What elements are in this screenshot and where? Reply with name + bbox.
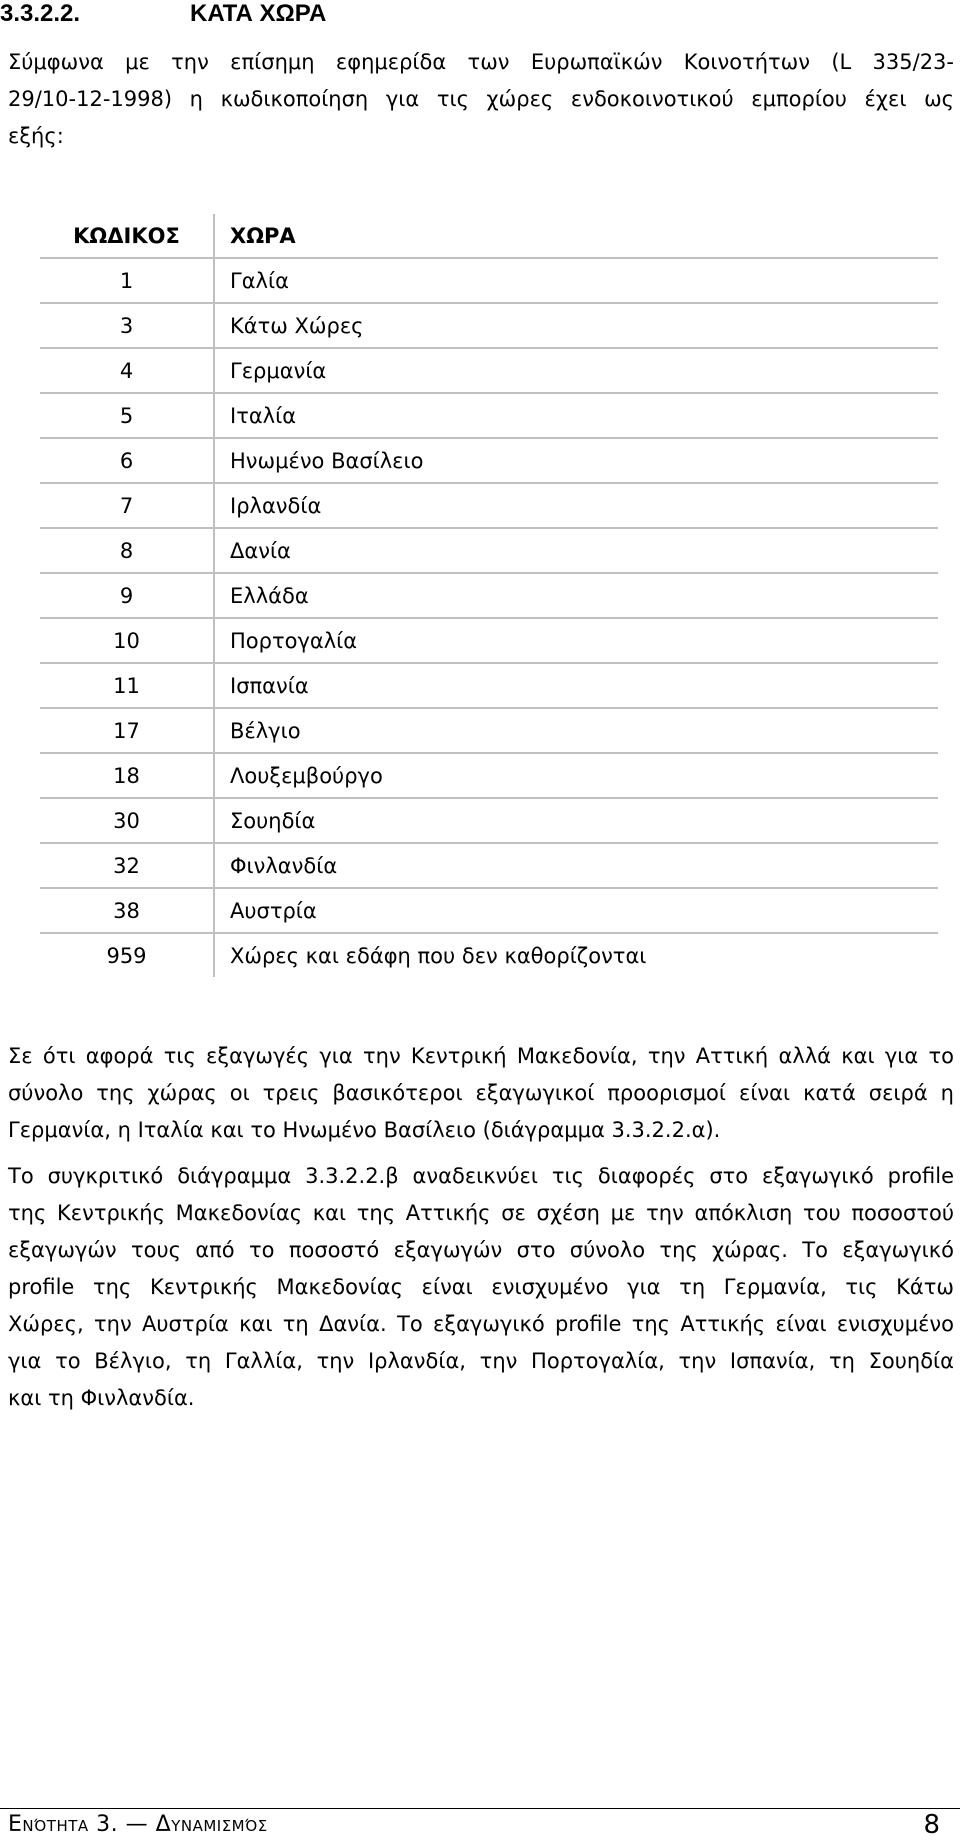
table-row	[40, 483, 938, 528]
country-cell: Πορτογαλία	[214, 618, 938, 663]
paragraph-line: profile της Κεντρικής Μακεδονίας είναι ενισχυμένο για τη Γερμανία, τις Κάτω	[8, 1275, 954, 1299]
paragraph-line: της Κεντρικής Μακεδονίας και της Αττικής σε σχέση με την απόκλιση του ποσοστού	[8, 1201, 954, 1225]
table-header-row	[40, 214, 938, 258]
country-column-header: ΧΩΡΑ	[214, 214, 938, 258]
paragraph-line: Σε ότι αφορά τις εξαγωγές για την Κεντρική Μακεδονία, την Αττική αλλά και για το	[8, 1044, 954, 1068]
code-cell: 959	[40, 933, 214, 977]
country-cell: Χώρες και εδάφη που δεν καθορίζονται	[230, 943, 647, 968]
paragraph-line: Το συγκριτικό διάγραμμα 3.3.2.2.β αναδεικνύει τις διαφορές στο εξαγωγικό profile	[8, 1164, 954, 1188]
code-column-header: ΚΩΔΙΚΟΣ	[40, 214, 214, 258]
section-heading	[0, 0, 326, 28]
code-cell: 6	[40, 438, 214, 483]
table-row	[40, 393, 938, 438]
code-cell: 30	[40, 798, 214, 843]
code-cell: 11	[40, 663, 214, 708]
intro-line: 29/10-12-1998) η κωδικοποίηση για τις χώρες ενδοκοινοτικού εμπορίου έχει ως	[8, 87, 954, 111]
country-cell: Φινλανδία	[214, 843, 938, 888]
footer-chapter-label: Ενότητα 3. — Δυναμισμός	[8, 1812, 268, 1837]
country-cell: Αυστρία	[214, 888, 938, 933]
section-title: ΚΑΤΑ ΧΩΡΑ	[190, 0, 327, 27]
table-row	[40, 753, 938, 798]
country-cell: Γαλία	[214, 258, 938, 303]
country-cell: Βέλγιο	[214, 708, 938, 753]
country-cell: Ελλάδα	[214, 573, 938, 618]
country-cell: Δανία	[214, 528, 938, 573]
paragraph-line: εξαγωγών τους από το ποσοστό εξαγωγών στο σύνολο της χώρας. Το εξαγωγικό	[8, 1238, 954, 1262]
code-cell: 8	[40, 528, 214, 573]
intro-paragraph	[8, 44, 954, 155]
code-cell: 38	[40, 888, 214, 933]
table-row	[40, 528, 938, 573]
code-cell: 17	[40, 708, 214, 753]
code-cell: 5	[40, 393, 214, 438]
country-cell: Ηνωμένο Βασίλειο	[214, 438, 938, 483]
table-row	[40, 348, 938, 393]
table-row	[40, 258, 938, 303]
paragraph-line: για το Βέλγιο, τη Γαλλία, την Ιρλανδία, την Πορτογαλία, την Ισπανία, τη Σουηδία	[8, 1349, 954, 1373]
table-row	[40, 663, 938, 708]
code-cell: 32	[40, 843, 214, 888]
table-row	[40, 573, 938, 618]
comparison-paragraph	[8, 1158, 954, 1417]
code-cell: 10	[40, 618, 214, 663]
footer-divider	[0, 1808, 960, 1809]
table-row	[40, 933, 938, 977]
code-cell: 3	[40, 303, 214, 348]
code-cell: 1	[40, 258, 214, 303]
intro-line: Σύμφωνα με την επίσημη εφημερίδα των Ευρωπαϊκών Κοινοτήτων (L 335/23-	[8, 50, 954, 74]
code-cell: 4	[40, 348, 214, 393]
table-row	[40, 798, 938, 843]
country-cell: Γερμανία	[214, 348, 938, 393]
table-row	[40, 843, 938, 888]
code-cell: 18	[40, 753, 214, 798]
section-number: 3.3.2.2.	[0, 0, 81, 27]
intro-line: εξής:	[8, 124, 64, 148]
table-row	[40, 708, 938, 753]
table-row	[40, 303, 938, 348]
country-cell: Ιταλία	[214, 393, 938, 438]
page-number: 8	[923, 1810, 940, 1840]
code-cell: 9	[40, 573, 214, 618]
table-row	[40, 438, 938, 483]
paragraph-line: σύνολο της χώρας οι τρεις βασικότεροι εξαγωγικοί προορισμοί είναι κατά σειρά η	[8, 1081, 954, 1105]
paragraph-line: Γερμανία, η Ιταλία και το Ηνωμένο Βασίλειο (διάγραμμα 3.3.2.2.α).	[8, 1118, 721, 1142]
paragraph-line: Χώρες, την Αυστρία και τη Δανία. Το εξαγωγικό profile της Αττικής είναι ενισχυμένο	[8, 1312, 954, 1336]
table-row	[40, 888, 938, 933]
country-code-table	[40, 214, 938, 977]
country-cell: Λουξεμβούργο	[214, 753, 938, 798]
country-cell: Κάτω Χώρες	[214, 303, 938, 348]
country-cell: Ισπανία	[214, 663, 938, 708]
exports-paragraph	[8, 1038, 954, 1149]
table-row	[40, 618, 938, 663]
code-cell: 7	[40, 483, 214, 528]
paragraph-line: και τη Φινλανδία.	[8, 1386, 195, 1410]
country-cell: Σουηδία	[214, 798, 938, 843]
country-cell: Ιρλανδία	[214, 483, 938, 528]
